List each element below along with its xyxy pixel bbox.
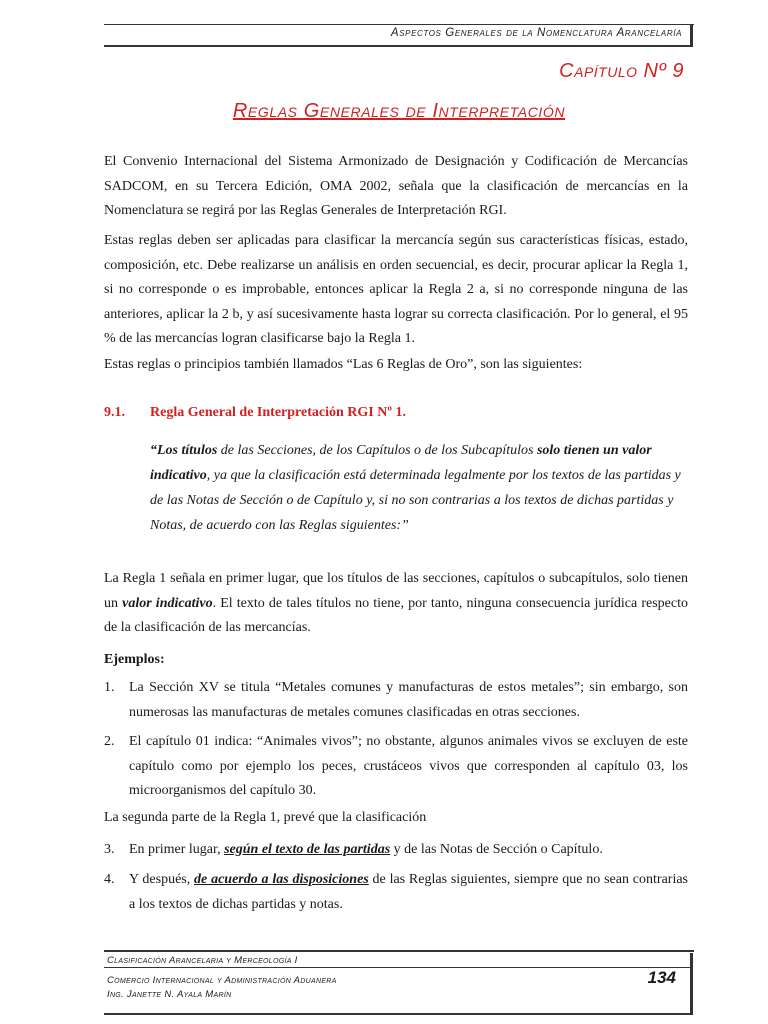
list-item-number: 3. — [104, 842, 115, 857]
explanation-text-a: La Regla 1 señala en primer lugar, que los títulos de las secciones, capítulos o subcapítulos, solo tienen un — [104, 571, 688, 611]
item3-text-a: En primer lugar, — [129, 842, 225, 857]
rule-explanation — [104, 567, 688, 641]
chapter-label: Capítulo Nº 9 — [559, 60, 684, 82]
list-item — [104, 676, 688, 725]
list-item-number: 2. — [104, 734, 115, 749]
quote-text-2: , ya que la clasificación está determinada legalmente por los textos de las partidas y de las Notas de Sección o de Capítulo y, si no son contrarias a los textos de dichas partidas y Notas, de acuerdo con las Reglas siguientes:” — [150, 468, 681, 533]
quote-text-1: de las Secciones, de los Capítulos o de los Subcapítulos — [217, 443, 537, 458]
list-item-text: La Sección XV se titula “Metales comunes y manufacturas de estos metales”; sin embargo, son numerosas las manufacturas de metales comunes clasificadas en otras secciones. — [129, 680, 688, 720]
intro-paragraph-3: Estas reglas o principios también llamados “Las 6 Reglas de Oro”, son las siguientes: — [104, 357, 583, 372]
running-header-title: Aspectos Generales de la Nomenclatura Arancelaría — [390, 27, 682, 39]
quote-bold-2: solo tienen un valor indicativo — [150, 443, 652, 483]
rule-quote — [150, 438, 690, 538]
footer-author: Ing. Janette N. Ayala Marín — [107, 989, 232, 1000]
intro-paragraph-2: Estas reglas deben ser aplicadas para clasificar la mercancía según sus características físicas, estado, composición, etc. Debe realizarse un análisis en orden secuencial, es decir, procurar aplicar la Regla 1, si no corresponde o es improbable, entonces aplicar la Regla 2 a, si no corresponde ninguna de las anteriores, aplicar la 2 b, y así sucesivamente hasta lograr su correcta clasificación. Por lo general, el 95 % de las mercancías logran clasificarse bajo la Regla 1. — [104, 233, 688, 346]
list-item-number: 1. — [104, 680, 115, 695]
list-item — [104, 868, 688, 917]
page-number: 134 — [647, 968, 676, 987]
section-title: Regla General de Interpretación RGI Nº 1. — [150, 405, 406, 420]
item3-text-c: y de las Notas de Sección o Capítulo. — [390, 842, 603, 857]
item3-emphasis: según el texto de las partidas — [224, 842, 391, 857]
second-part-paragraph: La segunda parte de la Regla 1, prevé que la clasificación — [104, 810, 427, 825]
footer-program: Comercio Internacional y Administración Aduanera — [107, 975, 337, 986]
item4-text-a: Y después, — [129, 872, 195, 887]
list-item-number: 4. — [104, 872, 115, 887]
footer-course: Clasificación Arancelaria y Merceología I — [107, 955, 298, 966]
list-item-text — [129, 838, 688, 863]
chapter-title: Reglas Generales de Interpretación — [232, 100, 566, 122]
intro-paragraph-1: El Convenio Internacional del Sistema Armonizado de Designación y Codificación de Mercancías SADCOM, en su Tercera Edición, OMA 2002, señala que la clasificación de mercancías en la Nomenclatura se regirá por las Reglas Generales de Interpretación RGI. — [104, 154, 688, 218]
footer-divider — [104, 967, 691, 968]
section-number: 9.1. — [104, 405, 125, 420]
list-item — [104, 838, 688, 863]
examples-heading: Ejemplos: — [104, 652, 165, 667]
list-item-text — [129, 868, 688, 917]
list-item — [104, 730, 688, 804]
quote-bold-1: “Los títulos — [150, 443, 218, 458]
item4-emphasis: de acuerdo a las disposiciones — [194, 872, 369, 887]
explanation-emphasis: valor indicativo — [122, 595, 213, 611]
running-header — [104, 24, 693, 47]
list-item-text: El capítulo 01 indica: “Animales vivos”; no obstante, algunos animales vivos se excluyen de este capítulo como por ejemplo los peces, crustáceos vivos que corresponden al capítulo 03, los microorganismos del capítulo 30. — [129, 734, 688, 798]
explanation-text-c: . El texto de tales títulos no tiene, por tanto, ninguna consecuencia jurídica respecto de la clasificación de las mercancías. — [104, 595, 688, 635]
item4-text-c: de las Reglas siguientes, siempre que no sean contrarias a los textos de dichas partidas y notas. — [129, 872, 688, 912]
footer-top-rule — [104, 950, 694, 952]
